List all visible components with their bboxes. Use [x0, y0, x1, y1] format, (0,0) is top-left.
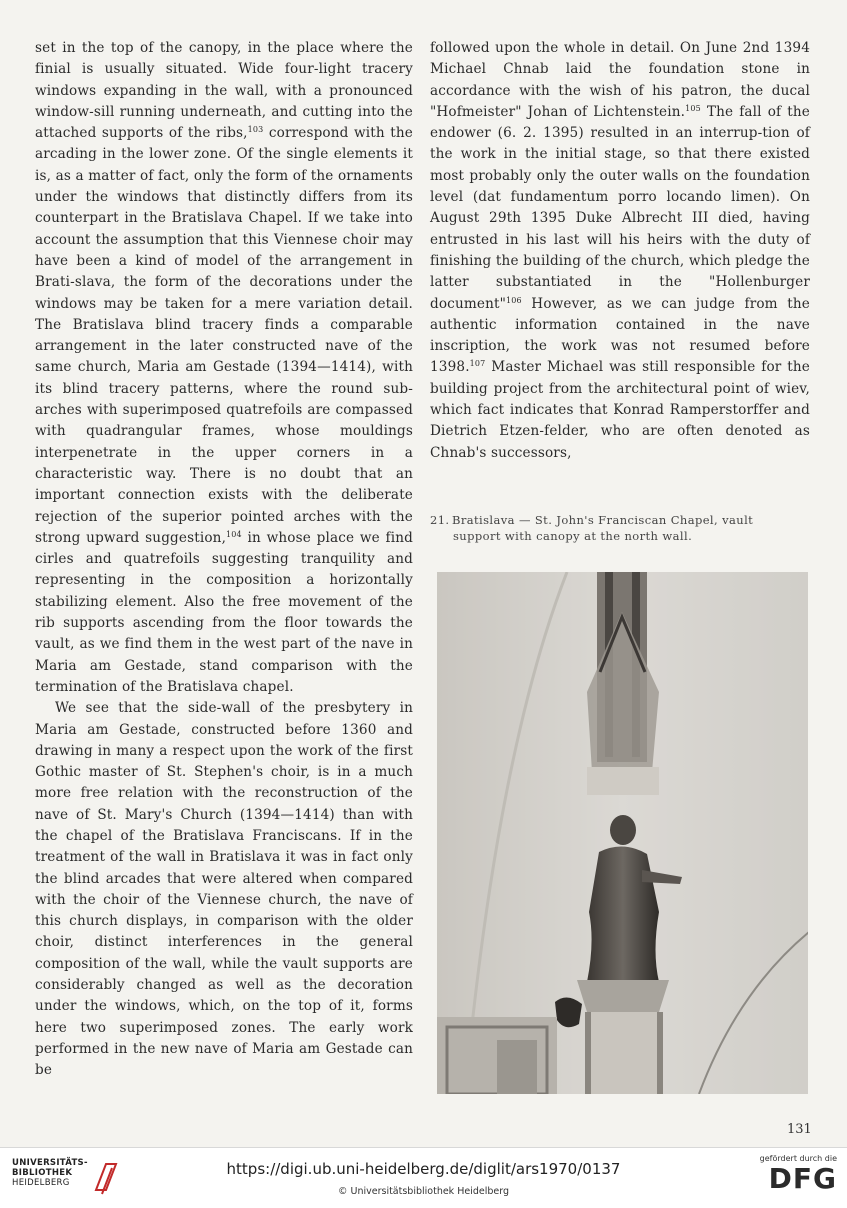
dfg-sponsor-logo[interactable]: [755, 1154, 837, 1202]
logo-line-2: BIBLIOTHEK: [12, 1168, 73, 1178]
footnote-ref[interactable]: 104: [226, 529, 242, 539]
footnote-ref[interactable]: 107: [469, 359, 486, 369]
text-run: followed upon the whole in detail. On June 2nd 1394 Michael Chnab laid the foundation stone in accordance with the wish of his patron, the ducal "Hofmeister" Johan of Lichtenstein.: [430, 40, 810, 120]
figure-photo: [437, 572, 808, 1094]
right-text-column: [430, 38, 810, 464]
source-url-link[interactable]: https://digi.ub.uni-heidelberg.de/diglit/ars1970/0137: [226, 1160, 621, 1178]
dfg-wordmark: DFG: [768, 1162, 837, 1195]
logo-line-3: HEIDELBERG: [12, 1178, 70, 1188]
caption-line-1: Bratislava — St. John's Franciscan Chapel, vault: [452, 513, 754, 527]
photo-vault-support-icon: [437, 572, 808, 1094]
figure-caption: [430, 512, 810, 544]
left-text-column: [35, 38, 413, 1082]
paragraph-1: [35, 38, 413, 698]
copyright-notice: © Universitätsbibliothek Heidelberg: [337, 1186, 509, 1197]
page-number: 131: [787, 1122, 812, 1137]
text-run: Master Michael was still responsible for the building project from the architectural point of wiev, which fact indicates that Konrad Ramperstorffer and Dietrich Etzen-felder, who are often denoted as Chnab's successors,: [430, 359, 810, 461]
sponsor-caption: gefördert durch die: [759, 1154, 837, 1163]
text-run: set in the top of the canopy, in the place where the finial is usually situated. Wide four-light tracery windows expanding in the wall, with a pronounced window-sill running underneath, and cutting into the attached supports of the ribs,: [35, 40, 413, 142]
paragraph-3: [430, 38, 810, 464]
logo-line-1: UNIVERSITÄTS-: [12, 1158, 88, 1168]
text-run: correspond with the arcading in the lower zone. Of the single elements it is, as a matter of fact, only the form of the ornaments under the windows that distinctly differs from its counterpart in the Bratislava Chapel. If we take into account the assumption that this Viennese choir may have been a kind of model of the arrangement in Brati-slava, the form of the decorations under the windows may be taken for a mere variation detail. The Bratislava blind tracery finds a comparable arrangement in the later constructed nave of the same church, Maria am Gestade (1394—1414), with its blind tracery patterns, where the round sub-arches with superimposed quatrefoils are compassed with quadrangular frames, whose mouldings interpenetrate in the upper corners in a characteristic way. There is no doubt that an important connection exists with the deliberate rejection of the superior pointed arches with the strong upward suggestion,: [35, 125, 413, 546]
text-run: However, as we can judge from the authentic information contained in the nave inscription, the work was not resumed before 1398.: [430, 295, 810, 376]
paragraph-2: We see that the side-wall of the presbytery in Maria am Gestade, constructed before 1360 and drawing in many a respect upon the work of the first Gothic master of St. Stephen's choir, is in a much more free relation with the reconstruction of the nave of St. Mary's Church (1394—1414) than with the chapel of the Bratislava Franciscans. If in the treatment of the wall in Bratislava it was in fact only the blind arcades that were altered when compared with the choir of the Viennese church, the nave of this church displays, in comparison with the older choir, distinct interferences in the general composition of the wall, while the vault supports are considerably changed as well as the decoration under the windows, which, on the top of it, forms here two superimposed zones. The early work performed in the new nave of Maria am Gestade can be: [35, 700, 413, 1079]
text-run: in whose place we find cirles and quatrefoils suggesting tranquility and representing in the composition a horizontally stabilizing element. Also the free movement of the rib supports ascending from the floor towards the vault, as we find them in the west part of the nave in Maria am Gestade, stand comparison with the termination of the Bratislava chapel.: [35, 529, 413, 695]
footnote-ref[interactable]: 106: [506, 295, 522, 305]
footnote-ref[interactable]: 103: [247, 125, 264, 135]
footnote-ref[interactable]: 105: [685, 103, 701, 113]
footer-bar: [0, 1147, 847, 1208]
figure-number: 21.: [430, 513, 450, 527]
text-run: The fall of the endower (6. 2. 1395) resulted in an interrup-tion of the work in the initial stage, so that there existed most probably only the outer walls on the foundation level (dat fundamentum porro locando limen). On August 29th 1395 Duke Albrecht III died, having entrusted in his last will his heirs with the duty of finishing the building of the church, which pledge the latter substantiated in the "Hollenburger document": [430, 103, 810, 312]
caption-line-2: support with canopy at the north wall.: [453, 529, 693, 543]
